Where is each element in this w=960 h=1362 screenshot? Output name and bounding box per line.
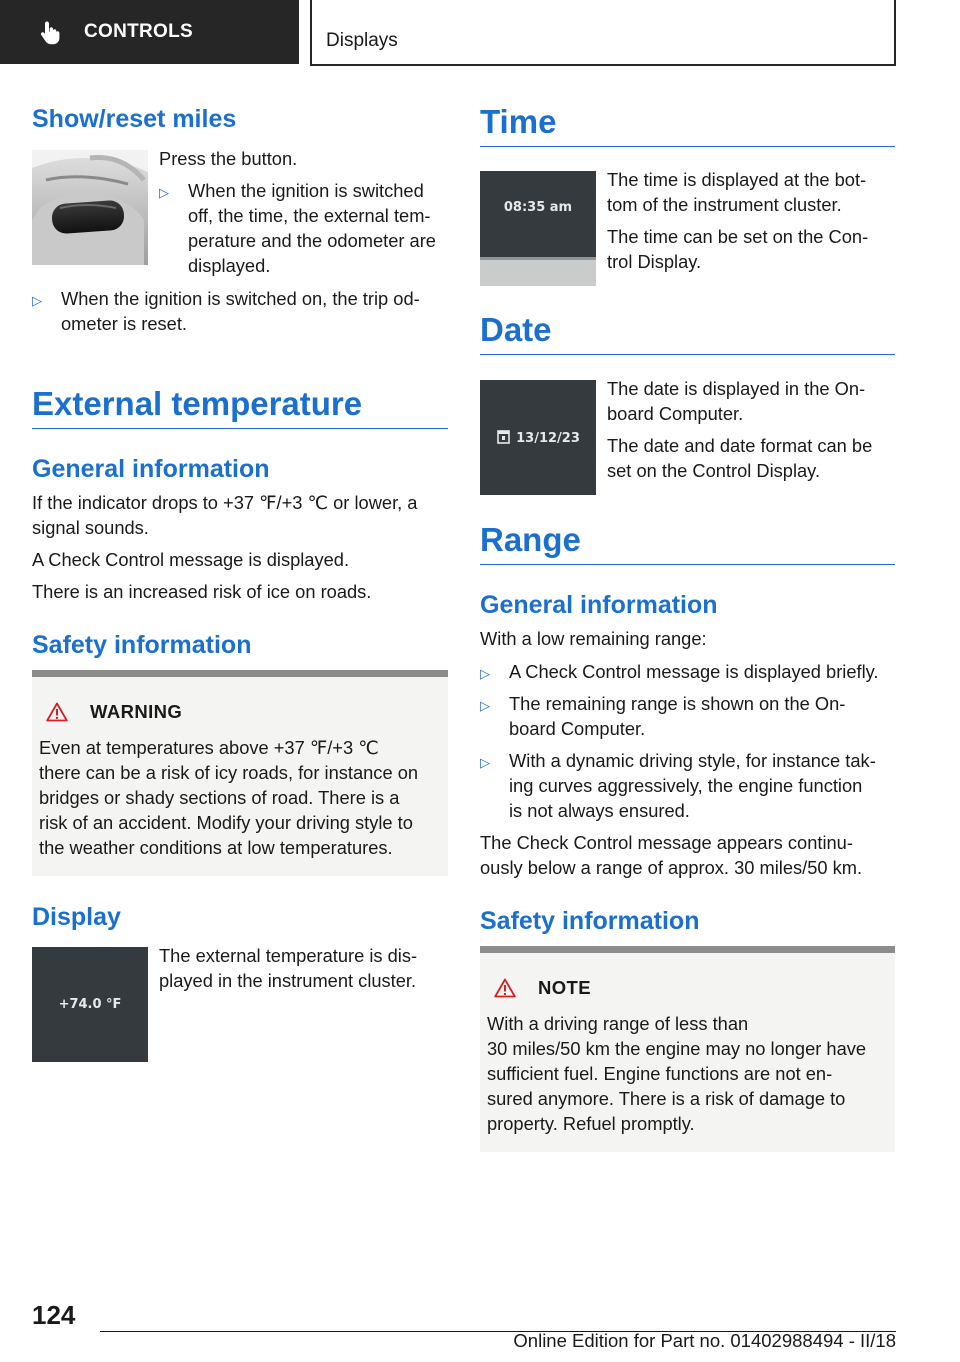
warning-triangle-icon: [494, 978, 516, 998]
line: board Computer.: [509, 718, 646, 739]
display-heading: Display: [32, 903, 121, 931]
showreset-heading: Show/reset miles: [32, 105, 237, 133]
line: bridges or shady sections of road. There is a: [39, 787, 400, 808]
note-label: NOTE: [538, 977, 591, 998]
line: there can be a risk of icy roads, for instance on: [39, 762, 419, 783]
footer-edition: Online Edition for Part no. 01402988494 - II/18: [513, 1330, 896, 1351]
date-paragraph-1: [607, 376, 897, 426]
showreset-intro: Press the button.: [159, 148, 298, 169]
line: The date is displayed in the On-: [607, 378, 866, 399]
time-heading: Time: [480, 102, 895, 147]
bullet-triangle-icon: ▷: [159, 185, 169, 200]
line: trol Display.: [607, 251, 702, 272]
line: If the indicator drops to +37 ℉/+3 ℃ or lower, a: [32, 492, 418, 513]
warning-body: [39, 735, 438, 860]
hand-pointer-icon: [38, 19, 64, 45]
line: the weather conditions at low temperatures.: [39, 837, 393, 858]
warning-box: [32, 670, 448, 876]
line: property. Refuel promptly.: [487, 1113, 695, 1134]
external-paragraph-2: A Check Control message is displayed.: [32, 549, 350, 570]
line: With a driving range of less than: [487, 1013, 749, 1034]
line: perature and the odometer are: [188, 230, 436, 251]
line: The external temperature is dis-: [159, 945, 418, 966]
line: ously below a range of approx. 30 miles/50 km.: [480, 857, 863, 878]
section-name: CONTROLS: [84, 21, 194, 42]
line: displayed.: [188, 255, 271, 276]
chapter-tab: [310, 0, 896, 66]
odometer-button-image: [32, 150, 148, 265]
range-safety-heading: Safety information: [480, 907, 700, 935]
line: is not always ensured.: [509, 800, 690, 821]
line: The time can be set on the Con-: [607, 226, 869, 247]
line: off, the time, the external tem-: [188, 205, 431, 226]
warning-title: [46, 701, 182, 723]
external-paragraph-3: There is an increased risk of ice on roads.: [32, 581, 372, 602]
line: The Check Control message appears continu-: [480, 832, 853, 853]
note-box: [480, 946, 895, 1152]
range-bullet-1: ▷ A Check Control message is displayed briefly.: [480, 659, 896, 685]
page-header: [0, 0, 960, 66]
section-tab: [0, 0, 299, 64]
external-safety-heading: Safety information: [32, 631, 252, 659]
line: With a dynamic driving style, for instance tak-: [509, 750, 876, 771]
temperature-display-value: +74.0 °F: [58, 997, 122, 1012]
temperature-display-image: [32, 947, 148, 1062]
line: set on the Control Display.: [607, 460, 821, 481]
line: The time is displayed at the bot-: [607, 169, 867, 190]
showreset-bullet-2: [32, 286, 448, 336]
time-paragraph-2: [607, 224, 897, 274]
display-text: [159, 943, 449, 993]
line: ing curves aggressively, the engine function: [509, 775, 863, 796]
line: The remaining range is shown on the On-: [509, 693, 846, 714]
range-intro: With a low remaining range:: [480, 628, 707, 649]
date-display-image: [480, 380, 596, 495]
line: board Computer.: [607, 403, 744, 424]
warning-label: WARNING: [90, 701, 183, 722]
page-number: 124: [32, 1300, 76, 1330]
note-title: [494, 977, 591, 999]
line: When the ignition is switched: [188, 180, 424, 201]
range-bullet-3: [480, 748, 896, 823]
time-paragraph-1: [607, 167, 897, 217]
bullet-triangle-icon: ▷: [480, 698, 490, 713]
line: When the ignition is switched on, the trip od-: [61, 288, 420, 309]
line: ometer is reset.: [61, 313, 187, 334]
range-general-heading: General information: [480, 591, 718, 619]
chapter-name: Displays: [326, 30, 398, 51]
external-paragraph-1: [32, 490, 448, 540]
warning-triangle-icon: [46, 702, 68, 722]
external-temperature-heading: External temperature: [32, 384, 448, 429]
line: played in the instrument cluster.: [159, 970, 417, 991]
date-paragraph-2: [607, 433, 897, 483]
line: The date and date format can be: [607, 435, 873, 456]
time-display-value: 08:35 am: [503, 200, 573, 215]
line: sufficient fuel. Engine functions are not en-: [487, 1063, 833, 1084]
line: risk of an accident. Modify your driving style to: [39, 812, 413, 833]
showreset-bullet-1: [159, 178, 449, 278]
range-paragraph: [480, 830, 896, 880]
line: Even at temperatures above +37 ℉/+3 ℃: [39, 737, 379, 758]
line: sured anymore. There is a risk of damage to: [487, 1088, 846, 1109]
note-body: [487, 1011, 885, 1136]
external-general-heading: General information: [32, 455, 270, 483]
line: 30 miles/50 km the engine may no longer have: [487, 1038, 867, 1059]
line: tom of the instrument cluster.: [607, 194, 842, 215]
date-display-value: 13/12/23: [516, 431, 580, 446]
range-bullet-2: [480, 691, 896, 741]
date-heading: Date: [480, 310, 895, 355]
bullet-triangle-icon: ▷: [480, 755, 490, 770]
time-display-image: [480, 171, 596, 286]
bullet-triangle-icon: ▷: [32, 293, 42, 308]
bullet-triangle-icon: ▷: [480, 666, 490, 681]
range-heading: Range: [480, 520, 895, 565]
line: signal sounds.: [32, 517, 149, 538]
